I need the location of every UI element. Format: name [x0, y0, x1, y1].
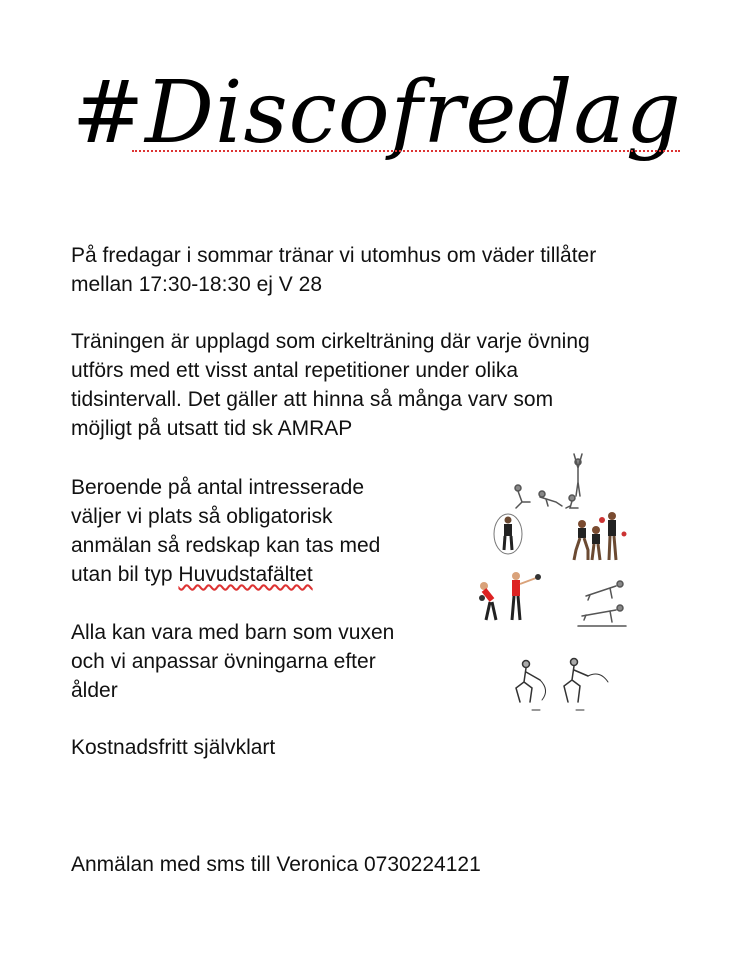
paragraph-free-of-charge: Kostnadsfritt självklart [71, 736, 276, 759]
kettlebell-swing-figures-icon [479, 572, 541, 620]
spellcheck-underline [132, 150, 680, 152]
page-title: #Discofredag [72, 63, 682, 163]
exercise-illustrations [470, 450, 640, 720]
burpee-figures-icon [515, 454, 582, 508]
paragraph-registration [71, 473, 461, 589]
registration-text: Beroende på antal intresserade väljer vi plats så obligatorisk anmälan så redskap kan tas med utan bil typ [71, 476, 381, 586]
pushup-figures-icon [578, 581, 626, 626]
medicine-ball-figures-icon [574, 512, 627, 560]
jump-rope-figure-icon [494, 514, 522, 554]
paragraph-schedule: På fredagar i sommar tränar vi utomhus om väder tillåter mellan 17:30-18:30 ej V 28 [71, 244, 597, 296]
battle-rope-figures-icon [516, 659, 608, 711]
paragraph-training-format: Träningen är upplagd som cirkelträning där varje övning utförs med ett visst antal repetitioner under olika tidsintervall. Det gäller att hinna så många varv som möjligt på utsatt tid sk AMRAP [71, 330, 590, 440]
paragraph-everyone-welcome: Alla kan vara med barn som vuxen och vi anpassar övningarna efter ålder [71, 621, 395, 702]
location-name: Huvudstafältet [178, 563, 313, 586]
paragraph-sms-contact: Anmälan med sms till Veronica 0730224121 [71, 853, 481, 876]
